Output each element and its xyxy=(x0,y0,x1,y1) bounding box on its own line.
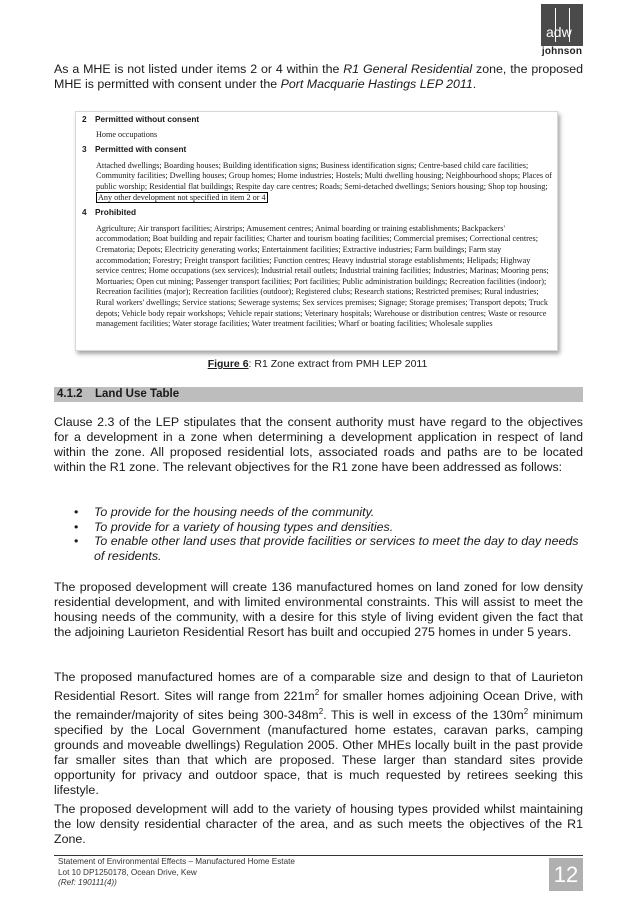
clause-paragraph: Clause 2.3 of the LEP stipulates that the consent authority must have regard to the objectives for a development in a zone when determining a development application in respect of land within the zone. All proposed residential lots, associated roads and paths are to be located within the R1 zone. The relevant objectives for the R1 zone have been addressed as follows: xyxy=(54,415,583,474)
extract-heading-2: 2 Permitted without consent xyxy=(82,114,200,124)
list-item: • To enable other land uses that provide facilities or services to meet the day to day needs of residents. xyxy=(74,534,583,563)
extract-body-2: Home occupations xyxy=(96,129,158,139)
page-number: 12 xyxy=(549,858,583,891)
logo-letters: adw xyxy=(546,24,572,40)
extract-heading-3: 3 Permitted with consent xyxy=(82,144,187,155)
final-paragraph: The proposed development will add to the variety of housing types provided whilst maintaining the low density residential character of the area, and as such meets the objectives of the R1 Zone. xyxy=(54,802,583,846)
extract-heading-4: 4 Prohibited xyxy=(82,207,137,218)
lep-extract-figure xyxy=(75,111,558,351)
section-title: Land Use Table xyxy=(95,388,180,400)
list-item: • To provide for a variety of housing types and densities. xyxy=(74,520,583,535)
highlighted-clause: Any other development not specified in item 2 or 4 xyxy=(98,192,266,202)
intro-paragraph: As a MHE is not listed under items 2 or 4 within the R1 General Residential zone, the proposed MHE is permitted with consent under the Port Macquarie Hastings LEP 2011. xyxy=(54,62,583,91)
development-paragraph: The proposed development will create 136 manufactured homes on land zoned for low density residential development, and with limited environmental constraints. This will assist to meet the housing needs of the community, with a desire for this style of living evident given the fact that the adjoining Laurieton Residential Resort has built and occupied 275 homes in under 5 years. xyxy=(54,580,583,639)
section-number: 4.1.2 xyxy=(57,388,83,400)
extract-body-3: Attached dwellings; Boarding houses; Building identification signs; Business identification signs; Centre-based child care facilities; Community facilities; Dwelling houses; Group homes; Home industries; Hostels; Multi dwelling housing; Neighbourhood shops; Places of public worship; Residential flat buildings; Respite day care centres; Roads; Semi-detached dwellings; Seniors housing; Shop top housing; Any other development not specified in item 2 or 4 xyxy=(96,160,552,202)
objectives-list xyxy=(74,505,583,563)
footer-info xyxy=(58,857,295,889)
logo-mark xyxy=(541,4,583,46)
footer-ref: (Ref: 190111(4)) xyxy=(58,878,117,887)
figure-label: Figure 6 xyxy=(207,358,249,370)
footer-divider xyxy=(54,855,583,856)
sites-paragraph: The proposed manufactured homes are of a comparable size and design to that of Laurieton Residential Resort. Sites will range from $221m^2$ for smaller homes adjoining Ocean Drive, with the remainder/majority of sites being $300-348m^2$. This is well in excess of the $130m^2$ minimum specified by the Local Government (manufactured home estates, caravan parks, camping grounds and moveable dwellings) Regulation 2005. Other MHEs locally built in the past provide far smaller sites than that which are proposed. These larger than standard sites provide opportunity for privacy and outdoor space, that is much requested by retirees seeking this lifestyle. xyxy=(54,670,583,798)
figure-caption: Figure 6: R1 Zone extract from PMH LEP 2011 xyxy=(207,358,428,370)
zone-name: R1 General Residential xyxy=(343,62,473,76)
footer-address: Lot 10 DP1250178, Ocean Drive, Kew xyxy=(58,867,197,877)
extract-body-4: Agriculture; Air transport facilities; Airstrips; Amusement centres; Animal boarding or training establishments; Backpackers' accommodation; Boat building and repair facilities; Charter and tourism boating facilities; Commercial premises; Correctional centres; Crematoria; Depots; Electricity generating works; Entertainment facilities; Extractive industries; Farm buildings; Farm stay accommodation; Forestry; Freight transport facilities; Function centres; Heavy industrial storage establishments; Helipads; Highway service centres; Home occupations (sex services); Industrial retail outlets; Industrial training facilities; Industries; Marinas; Mooring pens; Mortuaries; Open cut mining; Passenger transport facilities; Port facilities; Public administration buildings; Recreation facilities (indoor); Recreation facilities (major); Recreation facilities (outdoor); Registered clubs; Research stations; Restricted premises; Rural industries; Rural workers' dwellings; Service stations; Sewerage systems; Sex services premises; Signage; Storage premises; Transport depots; Truck depots; Vehicle body repair workshops; Vehicle repair stations; Veterinary hospitals; Warehouse or distribution centres; Waste or resource management facilities; Water storage facilities; Water treatment facilities; Wharf or boating facilities; Wholesale supplies xyxy=(96,223,549,329)
adw-johnson-logo xyxy=(541,4,583,56)
footer-title: Statement of Environmental Effects – Manufactured Home Estate xyxy=(58,857,295,866)
list-item: • To provide for the housing needs of the community. xyxy=(74,505,583,520)
section-heading xyxy=(54,387,583,402)
lep-name: Port Macquarie Hastings LEP 2011 xyxy=(280,77,473,91)
logo-subtitle: johnson xyxy=(541,46,583,57)
